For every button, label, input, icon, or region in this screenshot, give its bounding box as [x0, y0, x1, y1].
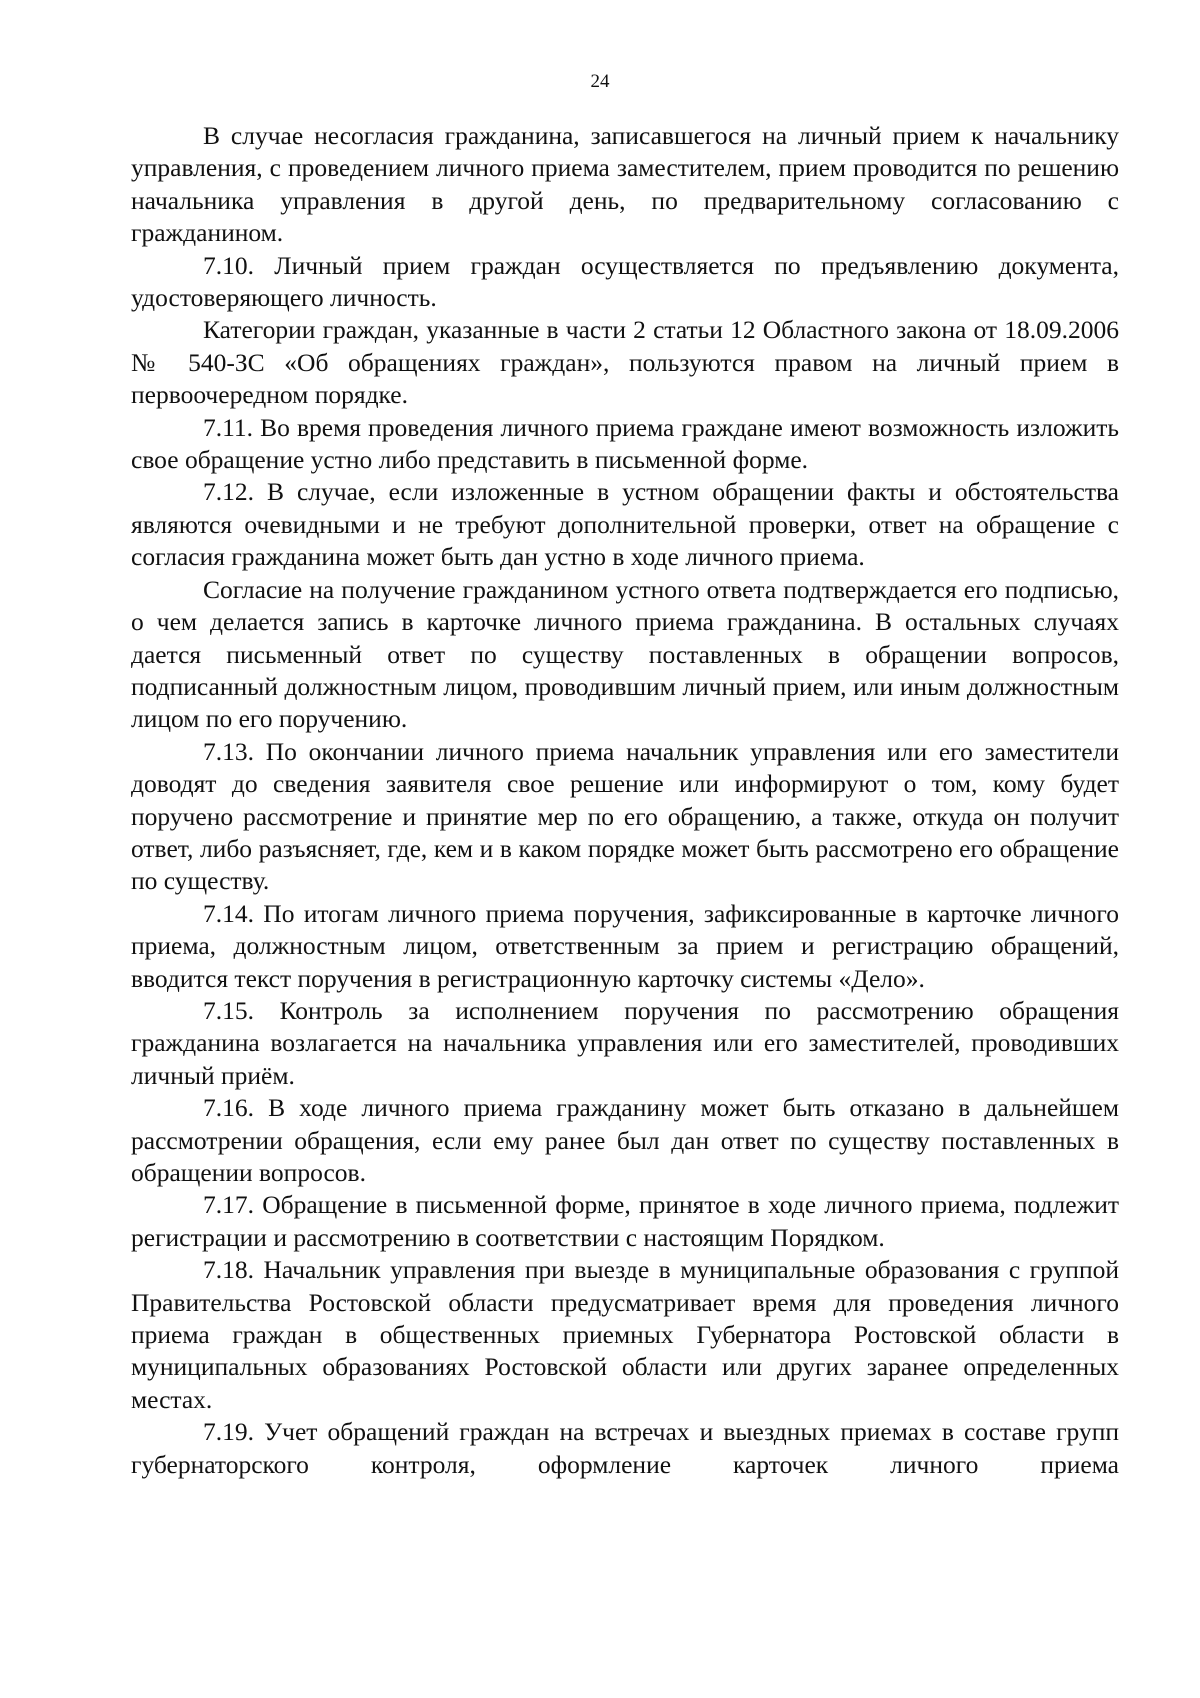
paragraph-7-10: 7.10. Личный прием граждан осуществляется по предъявлению документа, удостоверяющего личность. [131, 250, 1119, 313]
paragraph-7-11: 7.11. Во время проведения личного приема граждане имеют возможность изложить свое обращение устно либо представить в письменной форме. [131, 412, 1119, 475]
document-body [131, 120, 1119, 1481]
paragraph-oral-answer-consent: Согласие на получение гражданином устного ответа подтверждается его подписью, о чем делается запись в карточке личного приема гражданина. В остальных случаях дается письменный ответ по существу поставленных в обращении вопросов, подписанный должностным лицом, проводившим личный прием, или иным должностным лицом по его поручению. [131, 574, 1119, 734]
paragraph-7-14: 7.14. По итогам личного приема поручения, зафиксированные в карточке личного приема, должностным лицом, ответственным за прием и регистрацию обращений, вводится текст поручения в регистрационную карточку системы «Дело». [131, 898, 1119, 993]
paragraph-7-16: 7.16. В ходе личного приема гражданину может быть отказано в дальнейшем рассмотрении обращения, если ему ранее был дан ответ по существу поставленных в обращении вопросов. [131, 1093, 1119, 1187]
paragraph-7-18: 7.18. Начальник управления при выезде в муниципальные образования с группой Правительства Ростовской области предусматривает время для проведения личного приема граждан в общественных приемных Губернатора Ростовской области в муниципальных образованиях Ростовской области или других заранее определенных местах. [131, 1255, 1119, 1414]
page-number: 24 [590, 71, 610, 92]
paragraph-7-13: 7.13. По окончании личного приема начальник управления или его заместители доводят до сведения заявителя свое решение или информируют о том, кому будет поручено рассмотрение и принятие мер по его обращению, а также, откуда он получит ответ, либо разъясняет, где, кем и в каком порядке может быть рассмотрено его обращение по существу. [131, 736, 1119, 896]
paragraph-7-19: 7.19. Учет обращений граждан на встречах и выездных приемах в составе групп губернаторского контроля, оформление карточек личного приема [131, 1417, 1119, 1479]
paragraph-7-15: 7.15. Контроль за исполнением поручения по рассмотрению обращения гражданина возлагается на начальника управления или его заместителей, проводивших личный приём. [131, 995, 1119, 1090]
paragraph-7-17: 7.17. Обращение в письменной форме, принятое в ходе личного приема, подлежит регистрации и рассмотрению в соответствии с настоящим Порядком. [131, 1190, 1119, 1252]
paragraph-citizen-disagreement: В случае несогласия гражданина, записавшегося на личный прием к начальнику управления, с проведением личного приема заместителем, прием проводится по решению начальника управления в другой день, по предварительному согласованию с гражданином. [131, 121, 1119, 248]
paragraph-priority-categories: Категории граждан, указанные в части 2 статьи 12 Областного закона от 18.09.2006 № 540-ЗС «Об обращениях граждан», пользуются правом на личный прием в первоочередном порядке. [131, 315, 1119, 410]
paragraph-7-12: 7.12. В случае, если изложенные в устном обращении факты и обстоятельства являются очевидными и не требуют дополнительной проверки, ответ на обращение с согласия гражданина может быть дан устно в ходе личного приема. [131, 477, 1119, 572]
